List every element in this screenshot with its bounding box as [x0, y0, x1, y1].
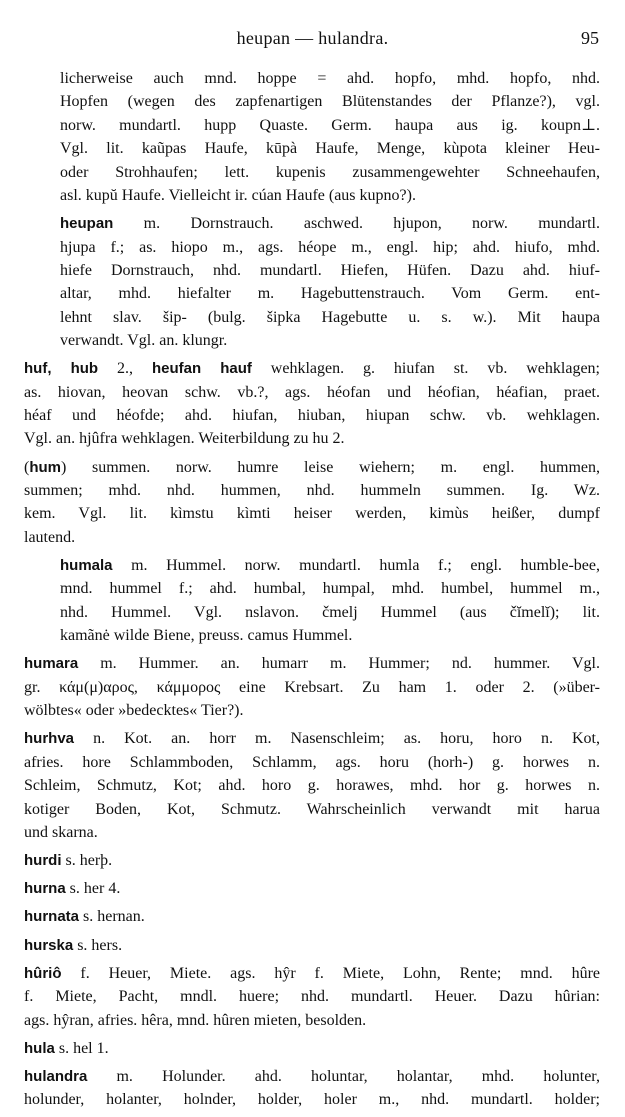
headword: hurna	[24, 880, 66, 898]
text-line	[60, 329, 600, 352]
entry-text: hiefe Dornstrauch, nhd. mundartl. Hiefen, Hüfen. Dazu ahd. hiuf-	[60, 261, 600, 279]
text-line	[24, 1037, 600, 1060]
text-line	[24, 427, 600, 450]
text-line	[60, 90, 600, 113]
text-line	[60, 236, 600, 259]
dictionary-entry	[24, 1037, 600, 1060]
entry-text: summen; mhd. nhd. hummen, nhd. hummeln summen. Ig. Wz.	[24, 482, 600, 500]
text-line	[24, 821, 600, 844]
entry-text: verwandt. Vgl. an. klungr.	[60, 332, 228, 350]
entry-text: hjupa f.; as. hiopo m., ags. héope m., engl. hip; ahd. hiufo, mhd.	[60, 238, 600, 256]
entry-text: m. Dornstrauch. aschwed. hjupon, norw. mundartl.	[113, 215, 600, 233]
text-line	[60, 161, 600, 184]
headword: hurnata	[24, 908, 80, 926]
entry-text: s. hernan.	[79, 908, 145, 926]
text-line	[24, 962, 600, 985]
headword: hum	[29, 458, 61, 476]
entry-text: Vgl. lit. kaũpas Haufe, kūpà Haufe, Menge, kùpota kleiner Heu-	[60, 140, 600, 158]
entry-text: kotiger Boden, Kot, Schmutz. Wahrscheinlich verwandt mit harua	[24, 800, 600, 818]
headword: humara	[24, 655, 79, 673]
entry-text: f. Miete, Pacht, mndl. huere; nhd. mundartl. Heuer. Dazu hûrian:	[24, 988, 600, 1006]
entry-text: héaf und héofde; ahd. hiufan, hiuban, hiupan schw. vb. wehklagen.	[24, 407, 600, 425]
entry-text: 2.,	[98, 360, 152, 378]
dictionary-entry	[24, 727, 600, 844]
text-line	[60, 554, 600, 577]
text-line	[24, 877, 600, 900]
dictionary-entry	[24, 652, 600, 722]
text-line	[24, 774, 600, 797]
text-line	[24, 676, 600, 699]
headword: humala	[60, 557, 113, 574]
text-line	[60, 259, 600, 282]
dictionary-entry	[24, 357, 600, 451]
text-line	[24, 751, 600, 774]
text-line	[24, 502, 600, 525]
dictionary-entry	[24, 456, 600, 550]
entry-text: m. Hummer. an. humarr m. Hummer; nd. hummer. Vgl.	[78, 655, 600, 673]
dictionary-entry	[24, 212, 600, 352]
text-line	[24, 1088, 600, 1111]
headword: hurdi	[24, 852, 62, 870]
dictionary-entry	[24, 849, 600, 872]
entry-text: wehklagen. g. hiufan st. vb. wehklagen;	[251, 360, 600, 378]
entry-text: oder Strohhaufen; lett. kupenis zusammengewehter Schneehaufen,	[60, 163, 600, 181]
entry-text: afries. hore Schlammboden, Schlamm, ags. horu (horh-) g. horwes n.	[24, 753, 600, 771]
text-line	[24, 985, 600, 1008]
entry-text: n. Kot. an. horr m. Nasenschleim; as. horu, horo n. Kot,	[74, 730, 600, 748]
entry-text: ags. hŷran, afries. hêra, mnd. hûren mieten, besolden.	[24, 1011, 367, 1029]
entry-text: Schleim, Schmutz, Kot; ahd. horo g. horawes, mhd. hor g. horwes n.	[24, 777, 600, 795]
text-line	[24, 1009, 600, 1032]
text-line	[24, 381, 600, 404]
page-number: 95	[581, 28, 599, 48]
dictionary-entry	[24, 554, 600, 648]
text-line	[60, 577, 600, 600]
text-line	[24, 934, 600, 957]
text-line	[60, 306, 600, 329]
entry-text: s. hel 1.	[54, 1039, 109, 1057]
dictionary-entry	[24, 905, 600, 928]
entry-text: holunder, holanter, holnder, holder, holer m., nhd. mundartl. holder;	[24, 1091, 600, 1109]
text-line	[24, 727, 600, 750]
entry-text: wölbtes« oder »bedecktes« Tier?).	[24, 702, 244, 720]
dictionary-entry	[24, 1065, 600, 1112]
text-line	[60, 282, 600, 305]
entry-text: kem. Vgl. lit. kìmstu kìmti heiser werden, kimùs heißer, dumpf	[24, 505, 600, 523]
entry-text: Vgl. an. hjûfra wehklagen. Weiterbildung zu hu 2.	[24, 430, 345, 448]
text-line	[60, 184, 600, 207]
text-line	[24, 357, 600, 380]
dictionary-entry	[24, 962, 600, 1032]
entry-text: licherweise auch mnd. hoppe = ahd. hopfo, mhd. hopfo, nhd.	[60, 70, 600, 87]
text-line	[24, 849, 600, 872]
entry-text: s. her 4.	[65, 880, 121, 898]
headword: hula	[24, 1039, 55, 1057]
entry-text: m. Holunder. ahd. holuntar, holantar, mhd. holunter,	[87, 1067, 600, 1085]
dictionary-entry	[24, 877, 600, 900]
entry-text: s. hers.	[73, 936, 123, 954]
entry-text: und skarna.	[24, 823, 98, 841]
text-line	[60, 114, 600, 137]
headword: hurhva	[24, 730, 75, 748]
text-line	[24, 456, 600, 479]
entry-text: lautend.	[24, 528, 76, 546]
text-line	[60, 212, 600, 235]
dictionary-entry	[24, 934, 600, 957]
text-line	[24, 526, 600, 549]
dictionary-body	[24, 67, 600, 1117]
headword: heupan	[60, 215, 114, 233]
headword: hûriô	[24, 964, 62, 982]
text-line	[24, 905, 600, 928]
entry-text: gr. κάμ(μ)αρος, κάμμορος eine Krebsart. Zu ham 1. oder 2. (»über-	[24, 678, 600, 696]
text-line	[24, 798, 600, 821]
headword: hulandra	[24, 1067, 88, 1085]
entry-text: s. herþ.	[61, 852, 113, 870]
headword: huf, hub	[24, 360, 99, 378]
entry-text: m. Hummel. norw. mundartl. humla f.; engl. humble-bee,	[112, 557, 600, 574]
entry-text: mnd. hummel f.; ahd. humbal, humpal, mhd. humbel, hummel m.,	[60, 580, 600, 598]
text-line	[60, 624, 600, 647]
entry-text: as. hiovan, heovan schw. vb.?, ags. héofan und héofian, héafian, praet.	[24, 383, 600, 401]
text-line	[60, 137, 600, 160]
text-line	[24, 404, 600, 427]
dictionary-entry	[24, 67, 600, 207]
entry-text: asl. kupŭ Haufe. Vielleicht ir. cúan Haufe (aus kupno?).	[60, 186, 416, 204]
text-line	[24, 699, 600, 722]
text-line	[24, 1065, 600, 1088]
entry-text: norw. mundartl. hupp Quaste. Germ. haupa aus ig. koupn⊥.	[60, 116, 600, 134]
entry-text: nhd. Hummel. Vgl. nslavon. čmelj Hummel (aus čĭmelĭ); lit.	[60, 603, 600, 621]
running-title: heupan — hulandra.	[236, 28, 389, 48]
text-line	[24, 479, 600, 502]
entry-text: Hopfen (wegen des zapfenartigen Blütenstandes der Pflanze?), vgl.	[60, 93, 600, 111]
entry-text: altar, mhd. hiefalter m. Hagebuttenstrauch. Vom Germ. ent-	[60, 285, 600, 303]
entry-text: f. Heuer, Miete. ags. hŷr f. Miete, Lohn, Rente; mnd. hûre	[61, 964, 600, 982]
headword: hurska	[24, 936, 74, 954]
text-line	[60, 67, 600, 90]
entry-text: ) summen. norw. humre leise wiehern; m. engl. hummen,	[61, 458, 600, 476]
entry-text: lehnt slav. šip- (bulg. šipka Hagebutte u. s. w.). Mit haupa	[60, 308, 600, 326]
headword: heufan hauf	[151, 360, 252, 378]
entry-text: (	[24, 458, 30, 476]
entry-text: kamãnė wilde Biene, preuss. camus Hummel.	[60, 627, 353, 645]
text-line	[60, 601, 600, 624]
text-line	[24, 652, 600, 675]
